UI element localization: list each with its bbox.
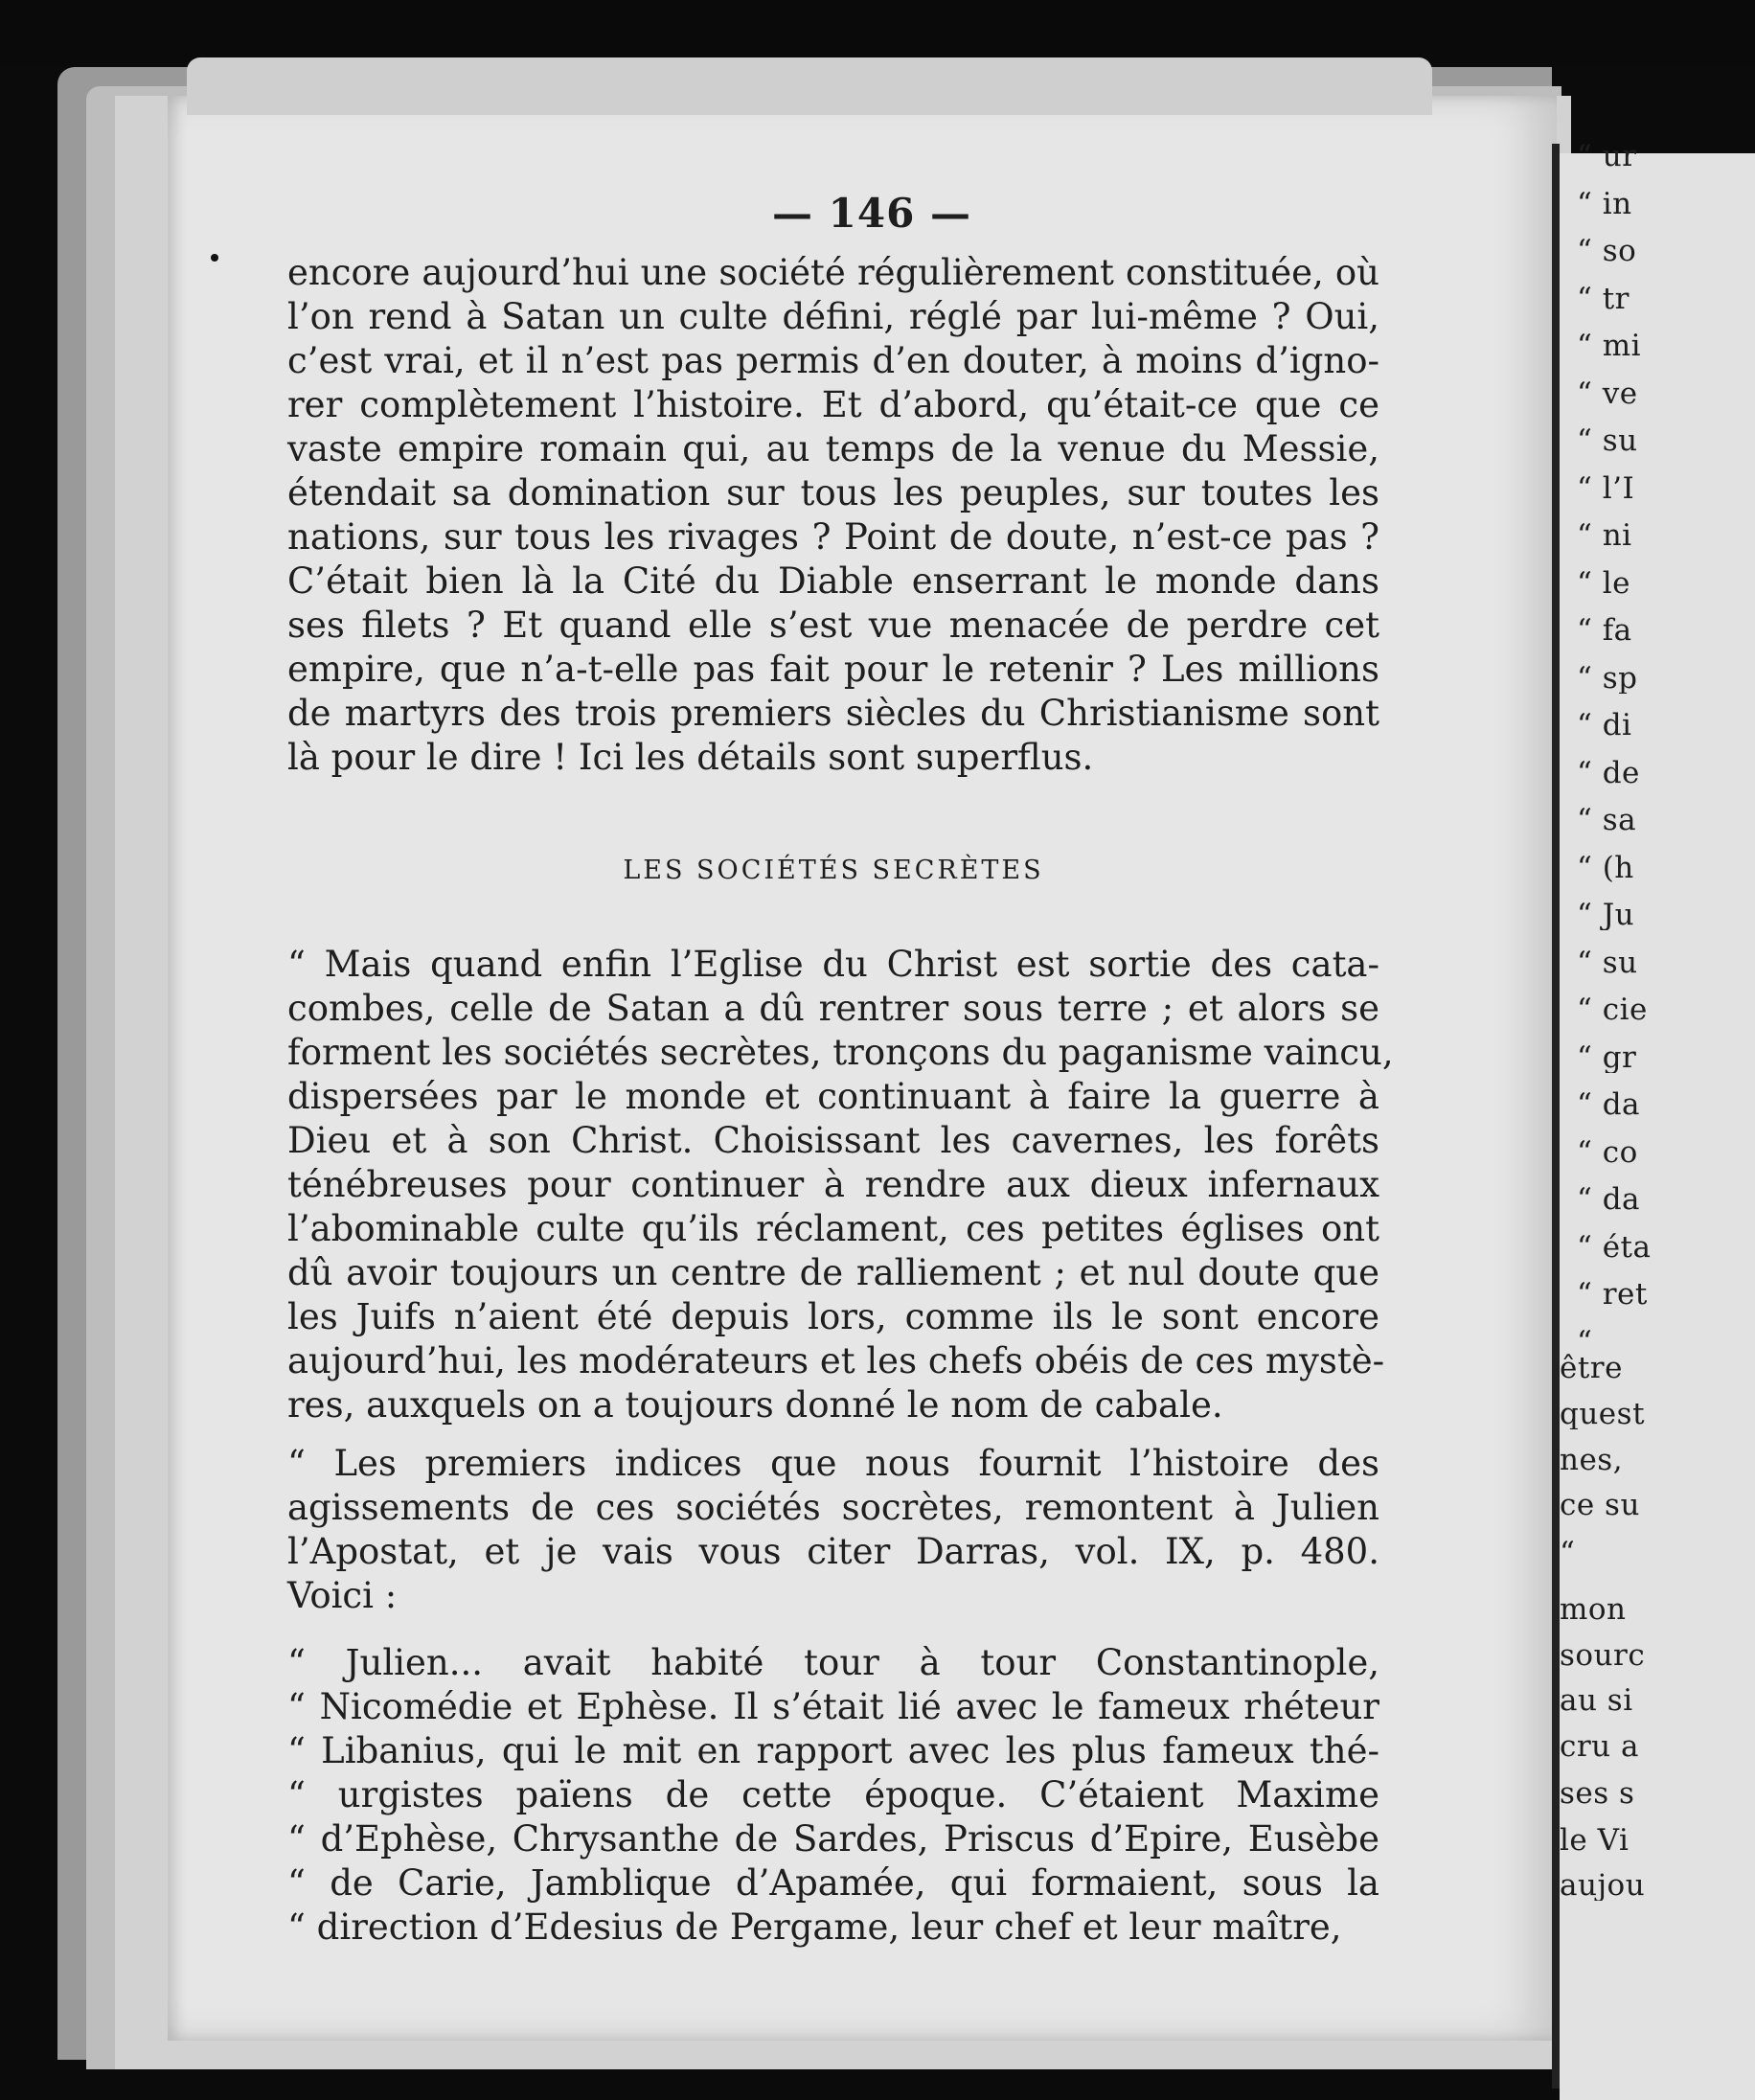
right-page-line: “ de bbox=[1577, 758, 1640, 788]
right-page-line: “ so bbox=[1577, 237, 1637, 266]
page-number: — 146 — bbox=[772, 190, 971, 237]
text-line: ténébreuses pour continuer à rendre aux dieux infernaux bbox=[287, 1164, 1379, 1205]
right-page-line: “ tr bbox=[1577, 284, 1630, 314]
right-page-line: mon bbox=[1560, 1595, 1627, 1625]
text-line: étendait sa domination sur tous les peuples, sur toutes les bbox=[287, 472, 1379, 514]
text-line: rer complètement l’histoire. Et d’abord, qu’était-ce que ce bbox=[287, 384, 1379, 425]
text-line: Voici : bbox=[287, 1575, 398, 1616]
right-page-line: “ mi bbox=[1577, 331, 1642, 361]
right-page-line: “ ret bbox=[1577, 1280, 1648, 1310]
text-line: nations, sur tous les rivages ? Point de doute, n’est-ce pas ? bbox=[287, 516, 1379, 558]
paragraph-4 bbox=[287, 1641, 1379, 1950]
right-page bbox=[1560, 142, 1755, 2100]
text-line: dispersées par le monde et continuant à faire la guerre à bbox=[287, 1076, 1379, 1117]
right-page-line: “ ni bbox=[1577, 521, 1632, 551]
right-page-line: “ le bbox=[1577, 568, 1630, 599]
right-page-line: “ bbox=[1577, 1327, 1593, 1358]
right-page-line: “ co bbox=[1577, 1137, 1638, 1168]
text-line: vaste empire romain qui, au temps de la venue du Messie, bbox=[287, 428, 1379, 469]
text-line: “ Mais quand enfin l’Eglise du Christ est sortie des cata- bbox=[287, 944, 1379, 985]
right-page-line: être bbox=[1560, 1354, 1623, 1383]
right-page-line: ses s bbox=[1560, 1779, 1635, 1809]
right-page-line: nes, bbox=[1560, 1446, 1624, 1475]
right-page-line: “ ve bbox=[1577, 378, 1638, 409]
right-page-line: “ sp bbox=[1577, 663, 1638, 694]
right-page-line: sourc bbox=[1560, 1641, 1646, 1671]
text-line: “ Libanius, qui le mit en rapport avec les plus fameux thé- bbox=[287, 1730, 1379, 1771]
right-page-line: “ su bbox=[1577, 426, 1638, 456]
right-page-line: “ cie bbox=[1577, 995, 1648, 1025]
text-line: combes, celle de Satan a dû rentrer sous terre ; et alors se bbox=[287, 988, 1379, 1029]
right-page-line: cru a bbox=[1560, 1732, 1639, 1762]
text-line: “ Nicomédie et Ephèse. Il s’était lié avec le fameux rhéteur bbox=[287, 1686, 1379, 1727]
right-page-line: “ éta bbox=[1577, 1232, 1652, 1263]
right-page-line: “ di bbox=[1577, 711, 1632, 741]
text-line: l’on rend à Satan un culte défini, réglé par lui-même ? Oui, bbox=[287, 296, 1379, 337]
text-line: dû avoir toujours un centre de ralliement ; et nul doute que bbox=[287, 1252, 1379, 1293]
text-line: l’abominable culte qu’ils réclament, ces petites églises ont bbox=[287, 1208, 1379, 1249]
right-page-line: “ da bbox=[1577, 1090, 1641, 1120]
text-line: “ Les premiers indices que nous fournit l’histoire des bbox=[287, 1443, 1379, 1484]
right-page-line: “ sa bbox=[1577, 806, 1637, 835]
right-page-line: au si bbox=[1560, 1686, 1633, 1716]
right-page-line: “ (h bbox=[1577, 853, 1634, 883]
right-page-line: “ su bbox=[1577, 947, 1638, 978]
right-page-line: “ da bbox=[1577, 1185, 1641, 1215]
text-line: “ d’Ephèse, Chrysanthe de Sardes, Priscus d’Epire, Eusèbe bbox=[287, 1818, 1379, 1860]
text-line: res, auxquels on a toujours donné le nom de cabale. bbox=[287, 1384, 1223, 1426]
section-heading: LES SOCIÉTÉS SECRÈTES bbox=[623, 856, 1044, 885]
text-line: C’était bien là la Cité du Diable enserrant le monde dans bbox=[287, 560, 1379, 602]
right-page-line: aujou bbox=[1560, 1871, 1646, 1901]
text-line: “ Julien... avait habité tour à tour Constantinople, bbox=[287, 1642, 1379, 1683]
text-line: empire, que n’a-t-elle pas fait pour le retenir ? Les millions bbox=[287, 649, 1379, 690]
text-line: “ de Carie, Jamblique d’Apamée, qui formaient, sous la bbox=[287, 1862, 1379, 1904]
text-line: encore aujourd’hui une société régulièrement constituée, où bbox=[287, 252, 1379, 293]
paragraph-2 bbox=[287, 943, 1394, 1427]
right-page-line: “ Ju bbox=[1577, 901, 1635, 930]
text-line: “ direction d’Edesius de Pergame, leur chef et leur maître, bbox=[287, 1906, 1342, 1948]
right-page-line: le Vi bbox=[1560, 1826, 1630, 1856]
text-line: de martyrs des trois premiers siècles du Christianisme sont bbox=[287, 693, 1379, 734]
paragraph-1 bbox=[287, 251, 1379, 780]
page-tab bbox=[187, 57, 1432, 115]
text-line: aujourd’hui, les modérateurs et les chefs obéis de ces mystè- bbox=[287, 1340, 1385, 1381]
text-line: ses filets ? Et quand elle s’est vue menacée de perdre cet bbox=[287, 605, 1379, 646]
right-page-line: “ fa bbox=[1577, 616, 1632, 646]
text-line: agissements de ces sociétés socrètes, remontent à Julien bbox=[287, 1487, 1379, 1528]
text-line: l’Apostat, et je vais vous citer Darras, vol. IX, p. 480. bbox=[287, 1531, 1379, 1572]
text-line: Dieu et à son Christ. Choisissant les cavernes, les forêts bbox=[287, 1120, 1379, 1161]
right-page-line: “ bbox=[1560, 1539, 1576, 1568]
right-page-line: “ ur bbox=[1577, 142, 1637, 171]
text-line: les Juifs n’aient été depuis lors, comme ils le sont encore bbox=[287, 1296, 1379, 1337]
book-gutter bbox=[1552, 144, 1560, 2089]
text-line: c’est vrai, et il n’est pas permis d’en douter, à moins d’igno- bbox=[287, 340, 1379, 381]
right-page-line: quest bbox=[1560, 1400, 1646, 1429]
right-page-line: “ l’I bbox=[1577, 473, 1635, 504]
right-page-line: ce su bbox=[1560, 1491, 1640, 1520]
right-page-line: “ gr bbox=[1577, 1042, 1637, 1073]
text-line: “ urgistes païens de cette époque. C’étaient Maxime bbox=[287, 1774, 1379, 1815]
right-page-line: “ in bbox=[1577, 189, 1632, 219]
text-line: là pour le dire ! Ici les détails sont superflus. bbox=[287, 737, 1094, 778]
text-line: forment les sociétés secrètes, tronçons du paganisme vaincu, bbox=[287, 1032, 1394, 1073]
ink-dot bbox=[211, 254, 218, 262]
paragraph-3 bbox=[287, 1442, 1379, 1618]
